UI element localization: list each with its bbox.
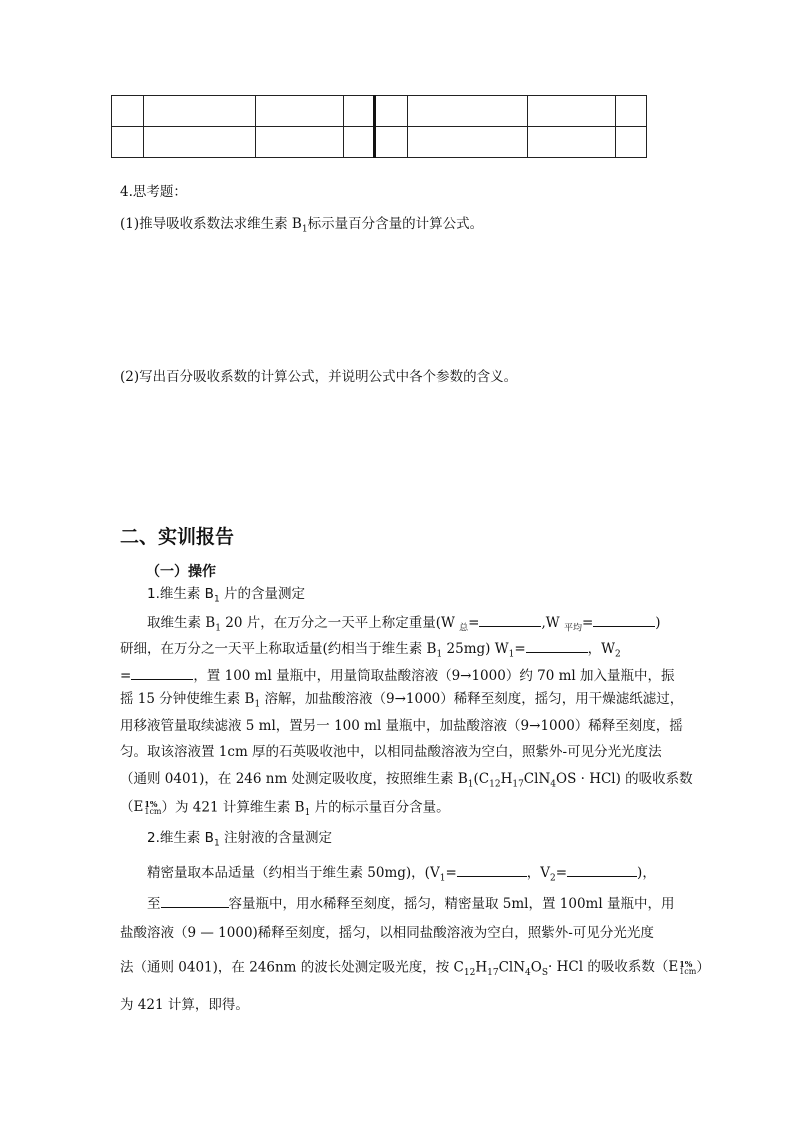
table-cell [112,96,144,127]
section-heading: （一）操作 [146,564,216,580]
item2-line5: 为 421 计算，即得。 [120,997,249,1013]
table-cell [256,96,344,127]
item2-line1: 精密量取本品适量（约相当于维生素 50mg)，($V_1=$ ，$V_2=$ )， [147,865,656,884]
blank-field[interactable] [161,895,229,908]
item2-line2: 至 容量瓶中，用水稀释至刻度，摇匀，精密量取 5ml，置 100ml 量瓶中，用 [147,896,675,912]
item2-line4: 法（通则 0401)，在 246nm 的波长处测定吸光度，按 $C_{12}H_{17}ClN_4O_S$ · HCl 的吸收系数（E 1% 1cm ） [120,959,710,978]
table-cell [344,127,375,158]
blank-field[interactable] [479,614,541,627]
table-cell [256,127,344,158]
table-row [112,127,647,158]
item1-line1: 取维生素 $B_1$ 20 片，在万分之一天平上称定重量(W $_总$= ,W $_{平均}$= ) [147,615,661,634]
question-2: (2)写出百分吸收系数的计算公式，并说明公式中各个参数的含义。 [120,369,518,385]
table-cell [144,127,256,158]
item2-heading: 2.维生素 $B_1$ 注射液的含量测定 [147,830,332,849]
table-cell [528,127,616,158]
table-cell [616,127,647,158]
table-cell [344,96,375,127]
table-cell [375,127,408,158]
report-title: 二、实训报告 [120,526,235,548]
table-cell [112,127,144,158]
item1-line8: （E 1% 1cm ）为 421 计算维生素 $B_1$ 片的标示量百分含量。 [120,799,450,818]
blank-field[interactable] [567,864,637,877]
item1-line4: 摇 15 分钟使维生素 $B_1$ 溶解，加盐酸溶液（9→1000）稀释至刻度，摇匀，用干燥滤纸滤过， [120,691,684,710]
table-cell [616,96,647,127]
table-cell [528,96,616,127]
table-cell [408,96,528,127]
blank-field[interactable] [457,864,527,877]
table-cell [144,96,256,127]
data-table [111,95,647,158]
table-row [112,96,647,127]
item1-line6: 匀。取该溶液置 1cm 厚的石英吸收池中，以相同盐酸溶液为空白，照紫外-可见分光光度法 [120,744,662,760]
item1-line2: 研细，在万分之一天平上称取适量(约相当于维生素 $B_1$ 25mg) $W_1=$ ，$W_2$ [120,641,621,660]
item1-heading: 1.维生素 $B_1$ 片的含量测定 [147,586,305,605]
item1-line5: 用移液管量取续滤液 5 ml，置另一 100 ml 量瓶中，加盐酸溶液（9→1000）稀释至刻度，摇 [120,718,683,734]
item1-line3: = ，置 100 ml 量瓶中，用量筒取盐酸溶液（9→1000）约 70 ml 加入量瓶中，振 [120,668,675,684]
table-cell [408,127,528,158]
blank-field[interactable] [593,614,655,627]
table-cell [375,96,408,127]
blank-field[interactable] [526,640,588,653]
question-heading: 4.思考题： [120,184,187,200]
item2-line3: 盐酸溶液（9 — 1000)稀释至刻度，摇匀，以相同盐酸溶液为空白，照紫外-可见分光光度 [120,925,654,941]
question-1: (1)推导吸收系数法求维生素 $B_1$标示量百分含量的计算公式。 [120,216,484,235]
blank-field[interactable] [131,667,193,680]
item1-line7: （通则 0401)，在 246 nm 处测定吸收度，按照维生素 $B_1(C_{12}H_{17}ClN_4OS \cdot HCl)$ 的吸收系数 [120,771,693,790]
